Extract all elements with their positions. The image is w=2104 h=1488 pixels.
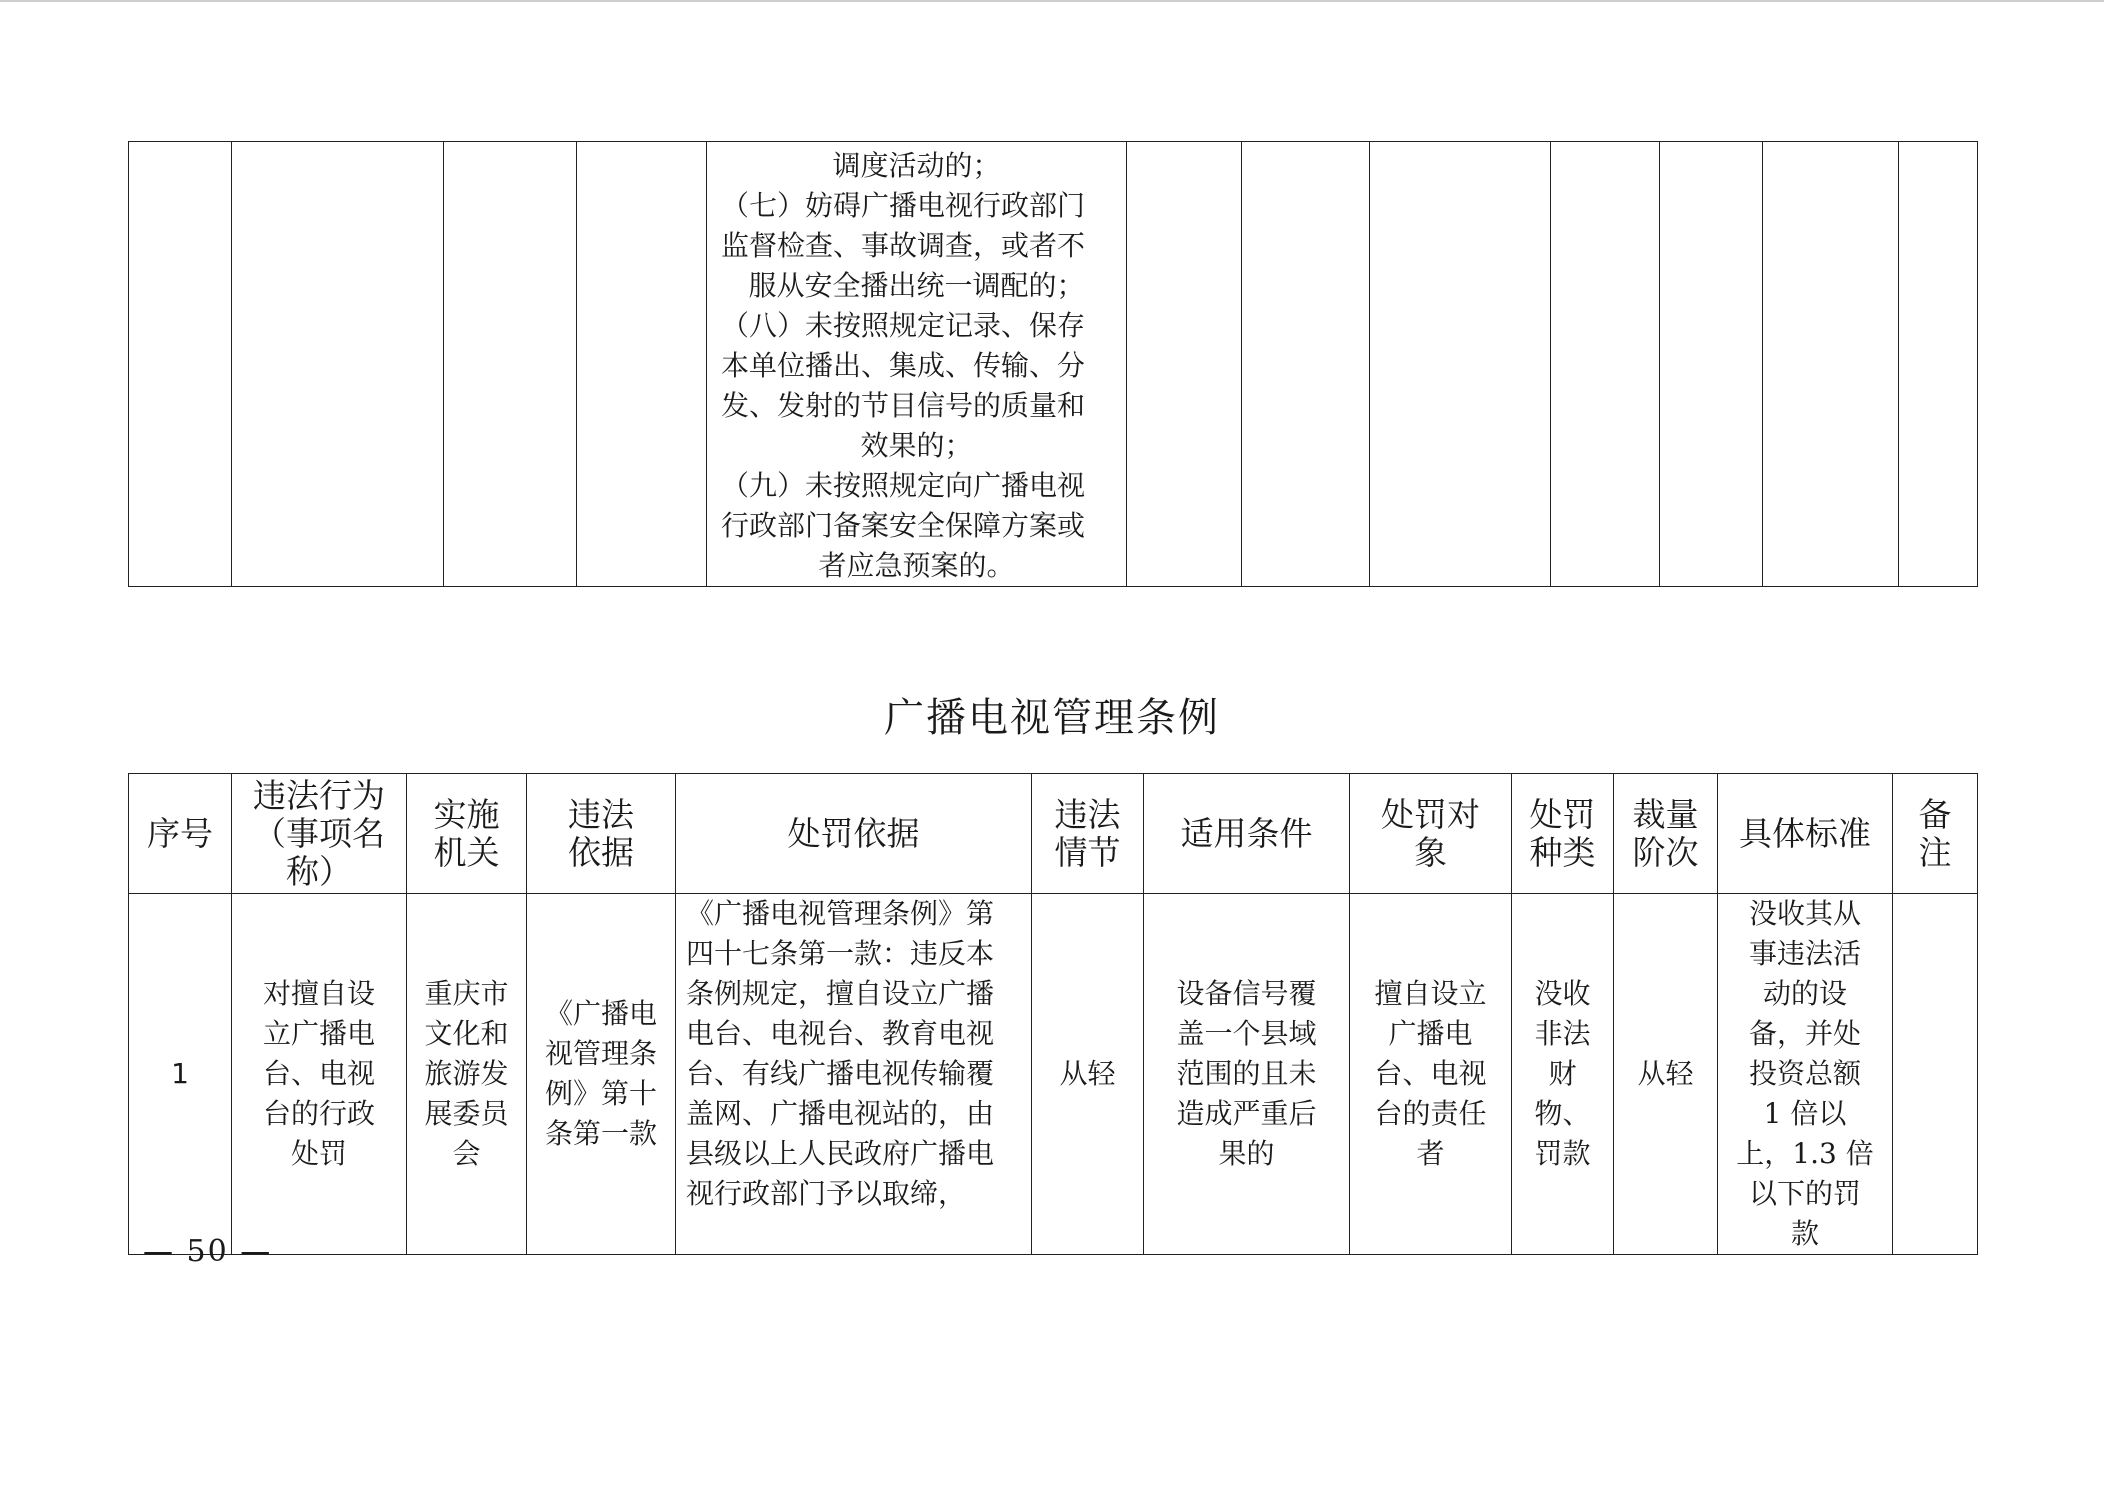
cont-agency-cell (444, 142, 577, 587)
basis-line: 行政部门备案安全保障方案或 (721, 509, 1086, 542)
cont-discretion-cell (1660, 142, 1763, 587)
cell-standard: 没收其从事违法活动的设备，并处投资总额 1 倍以上，1.3 倍以下的罚款 (1718, 894, 1893, 1255)
cont-seq-cell (129, 142, 232, 587)
header-seq: 序号 (129, 774, 232, 894)
cell-conditions: 设备信号覆盖一个县域范围的且未造成严重后果的 (1144, 894, 1350, 1255)
basis-line: （八）未按照规定记录、保存 (721, 309, 1086, 342)
cell-penalty-type: 没收非法财物、罚款 (1512, 894, 1614, 1255)
header-penalty-type: 处罚种类 (1512, 774, 1614, 894)
basis-line: 监督检查、事故调查，或者不 (721, 229, 1086, 262)
cont-penalty-basis-cell (707, 142, 1127, 587)
basis-line: （九）未按照规定向广播电视 (721, 469, 1086, 502)
cont-violation-cell (232, 142, 444, 587)
cont-penalty-type-cell (1551, 142, 1660, 587)
section-title: 广播电视管理条例 (884, 695, 1220, 741)
header-violation: 违法行为（事项名称） (232, 774, 407, 894)
header-standard: 具体标准 (1718, 774, 1893, 894)
page-number: — 50 — (143, 1234, 273, 1269)
header-conditions: 适用条件 (1144, 774, 1350, 894)
header-row (129, 774, 1978, 894)
cell-target: 擅自设立广播电台、电视台的责任者 (1350, 894, 1512, 1255)
cell-agency: 重庆市文化和旅游发展委员会 (407, 894, 527, 1255)
seq-value: 1 (171, 1057, 189, 1090)
header-discretion: 裁量阶次 (1614, 774, 1718, 894)
header-violation-basis: 违法依据 (527, 774, 676, 894)
cell-violation: 对擅自设立广播电台、电视台的行政处罚 (232, 894, 407, 1255)
header-penalty-basis: 处罚依据 (676, 774, 1032, 894)
cell-penalty-basis: 《广播电视管理条例》第四十七条第一款：违反本条例规定，擅自设立广播电台、电视台、教育电视台、有线广播电视传输覆盖网、广播电视站的，由县级以上人民政府广播电视行政部门予以取缔， (676, 894, 1032, 1255)
header-remark: 备注 (1893, 774, 1978, 894)
cell-discretion: 从轻 (1614, 894, 1718, 1255)
basis-line: 者应急预案的。 (818, 549, 1015, 582)
cell-violation-basis: 《广播电视管理条例》第十条第一款 (527, 894, 676, 1255)
basis-line: （七）妨碍广播电视行政部门 (721, 189, 1086, 222)
penalty-table (128, 773, 1978, 1255)
cont-conditions-cell (1242, 142, 1370, 587)
cell-remark (1893, 894, 1978, 1255)
cont-remark-cell (1899, 142, 1978, 587)
basis-line: 效果的； (860, 429, 973, 462)
header-circumstance: 违法情节 (1032, 774, 1144, 894)
cell-circumstance: 从轻 (1032, 894, 1144, 1255)
basis-line: 本单位播出、集成、传输、分 (721, 349, 1086, 382)
basis-line: 服从安全播出统一调配的； (748, 269, 1085, 302)
continuation-table (128, 141, 1978, 587)
table-row (129, 894, 1978, 1255)
basis-line: 调度活动的； (832, 149, 1001, 182)
cell-seq (129, 894, 232, 1255)
cont-circumstance-cell (1127, 142, 1242, 587)
header-target: 处罚对象 (1350, 774, 1512, 894)
continuation-row (129, 142, 1978, 587)
basis-line: 发、发射的节目信号的质量和 (721, 389, 1086, 422)
header-agency: 实施机关 (407, 774, 527, 894)
cont-violation-basis-cell (577, 142, 707, 587)
cont-target-cell (1370, 142, 1551, 587)
cont-standard-cell (1763, 142, 1899, 587)
page-top-border (0, 0, 2104, 2)
